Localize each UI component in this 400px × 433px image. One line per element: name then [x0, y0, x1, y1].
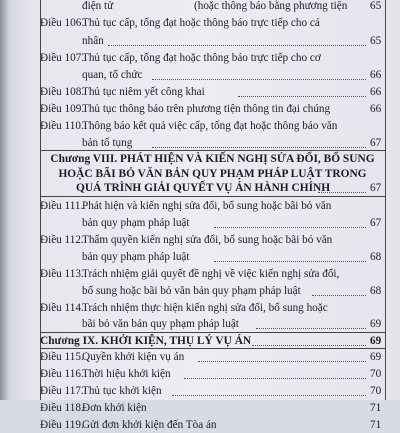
table-border-left: [40, 0, 41, 400]
toc-entry-text-continued: (hoặc thông báo bằng phương tiện: [194, 0, 348, 12]
toc-entry-text: Trách nhiệm giải quyết đề nghị về việc kiến nghị sửa đổi,: [82, 268, 340, 280]
toc-article-number: Điều 115.: [40, 351, 84, 363]
toc-row: [0, 300, 400, 316]
toc-entry-text: bản tố tụng: [82, 137, 133, 149]
leader-dots: [312, 294, 366, 296]
toc-row: [0, 198, 400, 214]
chapter-heading: Chương IX. KHỞI KIỆN, THỤ LÝ VỤ ÁN: [40, 335, 252, 347]
leader-dots: [256, 327, 366, 329]
leader-dots: [152, 146, 366, 148]
toc-article-number: Điều 114.: [40, 302, 84, 314]
toc-article-number: Điều 111.: [40, 200, 84, 212]
toc-page-number: 67: [370, 217, 382, 229]
toc-page-number: 69: [370, 318, 382, 330]
toc-page-number: 70: [370, 385, 382, 397]
toc-article-number: Điều 117.: [40, 385, 84, 397]
toc-article-number: Điều 110.: [40, 120, 84, 132]
toc-entry-text: bãi bỏ văn bản quy phạm pháp luật: [82, 318, 239, 330]
toc-article-number: Điều 118.: [40, 402, 84, 414]
leader-dots: [108, 44, 366, 46]
toc-entry-text: Thủ tục thông báo trên phương tiện thông tin đại chúng: [82, 103, 331, 115]
toc-row: [0, 215, 400, 231]
toc-row: [0, 118, 400, 134]
chapter-heading: HOẶC BÃI BỎ VĂN BẢN QUY PHẠM PHÁP LUẬT TRONG: [58, 168, 367, 180]
leader-dots: [238, 95, 366, 97]
toc-row: [0, 316, 400, 332]
toc-entry-text: Thông báo kết quả việc cấp, tống đạt hoặc thông báo văn: [82, 120, 338, 132]
toc-entry-text: bản quy phạm pháp luật: [82, 217, 190, 229]
toc-row: [0, 417, 400, 433]
toc-page-number: 70: [370, 368, 382, 380]
toc-article-number: Điều 116.: [40, 368, 84, 380]
toc-entry-text: Phát hiện và kiến nghị sửa đổi, bổ sung hoặc bãi bỏ văn: [82, 200, 332, 212]
toc-entry-text: Thủ tục cấp, tống đạt hoặc thông báo trực tiếp cho cơ: [82, 52, 321, 64]
toc-entry-text: Quyền khởi kiện vụ án: [82, 351, 185, 363]
toc-row: [0, 283, 400, 299]
toc-row: [0, 232, 400, 248]
toc-entry-text: Thủ tục niêm yết công khai: [82, 86, 205, 98]
leader-dots: [152, 78, 366, 80]
toc-row: [0, 67, 400, 83]
leader-dots: [214, 226, 366, 228]
toc-row: [0, 266, 400, 282]
toc-entry-text: Trách nhiệm thực hiện kiến nghị sửa đổi, bổ sung hoặc: [82, 302, 328, 314]
toc-article-number: Điều 119.: [40, 419, 84, 431]
toc-entry-text: quan, tổ chức: [82, 69, 143, 81]
leader-dots: [172, 394, 366, 396]
toc-entry-text: nhân: [82, 35, 104, 47]
toc-page-number: 66: [370, 69, 382, 81]
chapter-heading: QUÁ TRÌNH GIẢI QUYẾT VỤ ÁN HÀNH CHÍNH: [76, 182, 331, 194]
toc-page-number: 69: [370, 351, 382, 363]
toc-entry-text: Thủ tục khởi kiện: [82, 385, 162, 397]
toc-entry-text: bổ sung hoặc bãi bỏ văn bản quy phạm pháp luật: [82, 285, 301, 297]
toc-page-number: 65: [370, 35, 382, 47]
leader-dots: [198, 360, 366, 362]
toc-page-number: 68: [370, 251, 382, 263]
toc-entry-text: Thủ tục cấp, tống đạt hoặc thông báo trực tiếp cho cá: [82, 17, 320, 29]
toc-entry-text: bản quy phạm pháp luật: [82, 251, 190, 263]
toc-article-number: Điều 106.: [40, 17, 85, 29]
leader-dots: [318, 191, 366, 193]
toc-page-number: 71: [370, 419, 382, 431]
toc-row: [0, 0, 400, 14]
toc-row: [0, 135, 400, 151]
leader-dots: [184, 377, 366, 379]
toc-row: [0, 366, 400, 382]
toc-row: [0, 33, 400, 49]
toc-entry-text: Đơn khởi kiện: [82, 402, 147, 414]
toc-article-number: Điều 109.: [40, 103, 85, 115]
leader-dots: [252, 344, 366, 346]
toc-row: [0, 400, 400, 416]
toc-page-number: 68: [370, 285, 382, 297]
toc-article-number: Điều 112.: [40, 234, 84, 246]
toc-article-number: Điều 113.: [40, 268, 84, 280]
toc-entry-text: Thời hiệu khởi kiện: [82, 368, 171, 380]
chapter-heading: Chương VIII. PHÁT HIỆN VÀ KIẾN NGHỊ SỬA ĐỔI, BỔ SUNG: [50, 153, 375, 165]
toc-page-number: 66: [370, 86, 382, 98]
toc-row: [0, 101, 400, 117]
toc-row: [0, 180, 400, 196]
toc-row: [0, 50, 400, 66]
toc-page-number: 66: [370, 103, 382, 115]
toc-page-number: 65: [370, 0, 382, 12]
leader-dots: [214, 260, 366, 262]
toc-row: [0, 383, 400, 399]
toc-entry-text: Thẩm quyền kiến nghị sửa đổi, bổ sung hoặc bãi bỏ văn: [82, 234, 333, 246]
toc-row: [0, 349, 400, 365]
toc-page-number: 67: [370, 137, 382, 149]
toc-row: [0, 84, 400, 100]
toc-row: [0, 249, 400, 265]
toc-page-number: 69: [370, 335, 382, 347]
toc-entry-text: điện tử: [82, 0, 114, 12]
toc-page-number: 67: [370, 182, 382, 194]
table-rule: [40, 150, 385, 151]
toc-article-number: Điều 107.: [40, 52, 85, 64]
table-rule: [40, 196, 385, 197]
toc-page-number: 71: [370, 402, 382, 414]
toc-article-number: Điều 108.: [40, 86, 85, 98]
table-border-right: [385, 0, 386, 400]
toc-row: [0, 15, 400, 31]
toc-row: [0, 333, 400, 349]
toc-entry-text: Gửi đơn khởi kiện đến Tòa án: [82, 419, 217, 431]
